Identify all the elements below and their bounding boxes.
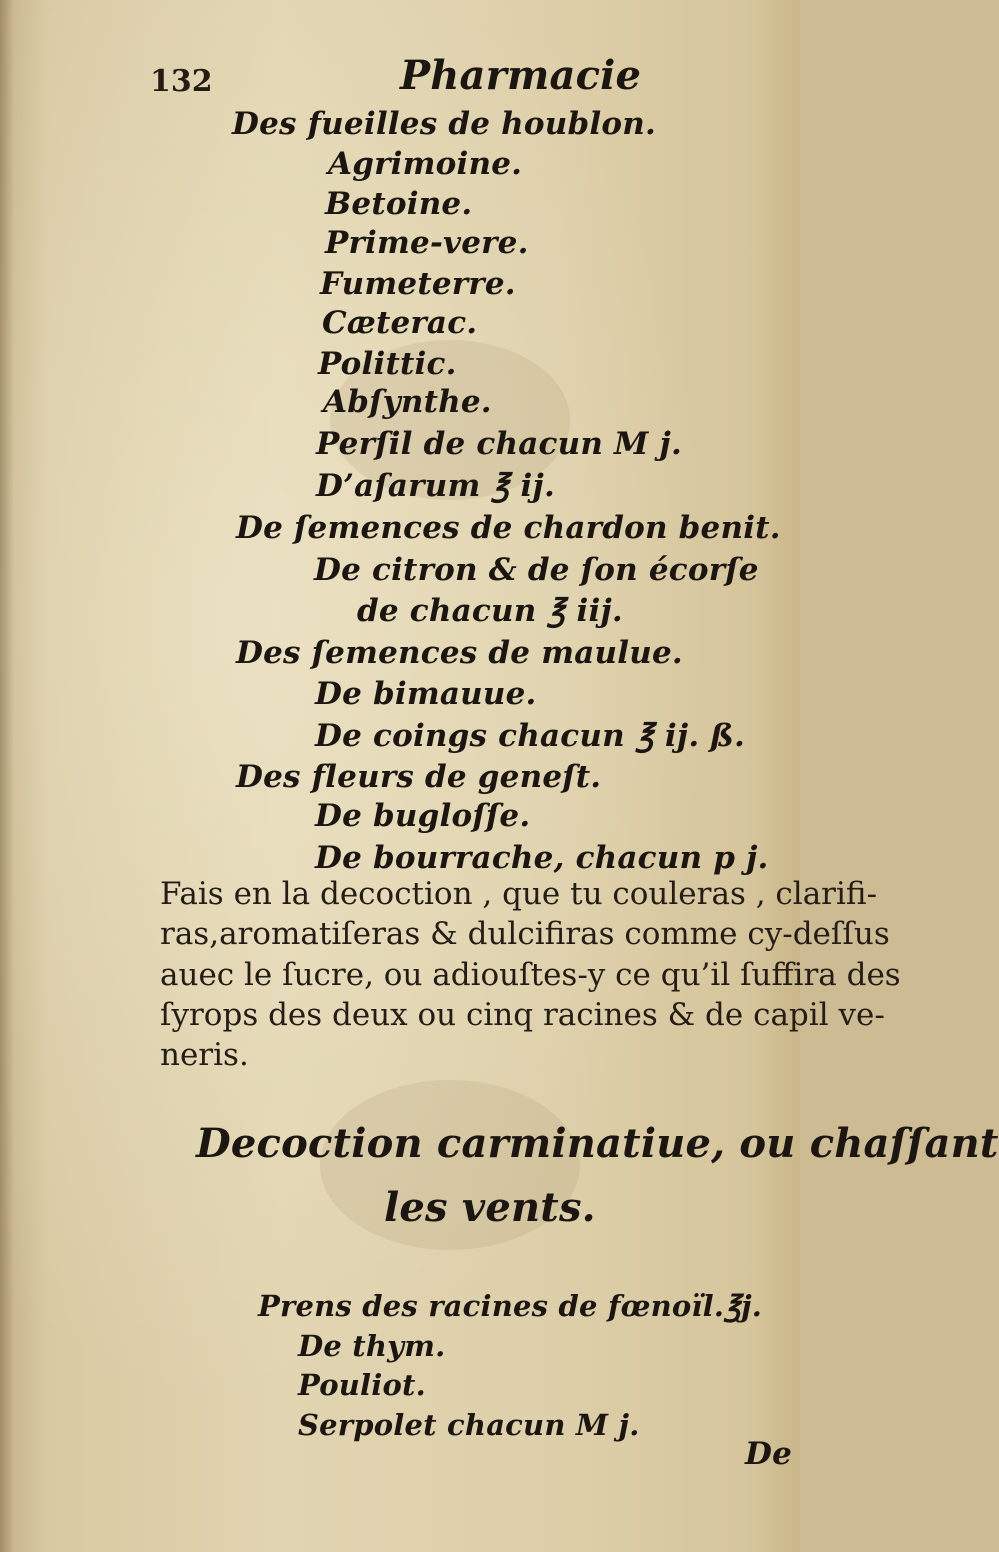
recipe-line: De citron & de ſon écorſe — [314, 552, 759, 588]
recipe-line: Prime-vere. — [325, 225, 529, 261]
recipe-line: De coings chacun ℥ ij. ß. — [315, 718, 746, 754]
recipe-line: De bourrache, chacun p j. — [315, 840, 769, 876]
recipe-line: De bimauue. — [315, 676, 537, 712]
paragraph-line: ras,aromatiſeras & dulcifiras comme cy-deſſus — [160, 916, 890, 952]
recipe-line: D’aſarum ℥ ij. — [316, 468, 555, 504]
recipe-line: Cæterac. — [322, 305, 478, 341]
recipe-line: Pouliot. — [298, 1368, 426, 1402]
section-title: Decoction carminatiue, ou chaſſant — [196, 1120, 999, 1167]
paragraph-line: neris. — [160, 1037, 249, 1073]
page-number: 132 — [150, 64, 213, 99]
recipe-line: Betoine. — [325, 186, 473, 222]
paragraph-line: ſyrops des deux ou cinq racines & de capil ve- — [160, 997, 885, 1033]
recipe-line: Agrimoine. — [328, 146, 523, 182]
catchword: De — [745, 1436, 793, 1472]
recipe-line: Perſil de chacun M j. — [316, 426, 682, 462]
recipe-line: Des ſemences de maulue. — [236, 635, 683, 671]
recipe-line: Des fueilles de houblon. — [232, 106, 656, 142]
paragraph-line: auec le ſucre, ou adiouſtes-y ce qu’il ſuffira des — [160, 957, 901, 993]
paragraph-line: Fais en la decoction , que tu couleras , clarifi- — [160, 876, 878, 912]
recipe-line: Des fleurs de geneſt. — [236, 759, 602, 795]
recipe-line: Polittic. — [318, 346, 457, 382]
recipe-line: Abſynthe. — [323, 384, 492, 420]
recipe-line: De ſemences de chardon benit. — [236, 510, 781, 546]
running-title: Pharmacie — [400, 52, 642, 99]
recipe-line: Serpolet chacun M j. — [298, 1408, 640, 1442]
recipe-line: Fumeterre. — [320, 266, 516, 302]
recipe-line: de chacun ℥ iij. — [357, 593, 623, 629]
recipe-line: De thym. — [298, 1329, 446, 1363]
recipe-line: Prens des racines de fœnoïl.℥j. — [258, 1289, 763, 1323]
section-title: les vents. — [384, 1184, 596, 1231]
recipe-line: De bugloſſe. — [315, 798, 531, 834]
